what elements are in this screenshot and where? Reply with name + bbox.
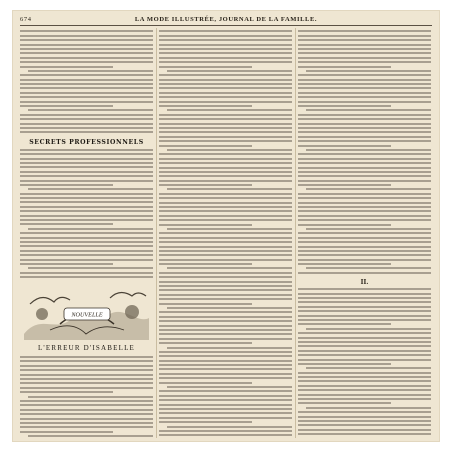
text-line (298, 250, 431, 252)
text-line (159, 263, 252, 265)
text-line (159, 210, 292, 212)
text-line (159, 202, 292, 204)
text-line (159, 404, 292, 406)
column-divider (295, 28, 296, 438)
text-line (20, 413, 153, 415)
text-line (306, 228, 431, 230)
text-line (298, 35, 431, 37)
text-line (298, 92, 431, 94)
text-line (298, 87, 431, 89)
text-line (159, 232, 292, 234)
text-line (20, 272, 153, 274)
text-line (159, 320, 292, 322)
text-line (20, 83, 153, 85)
text-line (159, 237, 292, 239)
text-line (298, 219, 431, 221)
text-line (20, 215, 153, 217)
text-line (306, 367, 431, 369)
column-1 (20, 28, 153, 438)
text-line (20, 409, 153, 411)
text-line (20, 96, 153, 98)
text-line (20, 237, 153, 239)
text-line (159, 180, 292, 182)
text-line (298, 272, 431, 274)
text-line (20, 241, 153, 243)
text-line (20, 391, 113, 393)
text-line (298, 114, 431, 116)
text-line (20, 219, 153, 221)
text-line (20, 197, 153, 199)
text-line (159, 92, 292, 94)
text-line (159, 316, 292, 318)
text-line (298, 118, 431, 120)
text-line (298, 259, 431, 261)
text-line (20, 123, 153, 125)
text-line (159, 377, 292, 379)
text-line (159, 408, 292, 410)
text-line (20, 61, 153, 63)
text-line (298, 337, 431, 339)
text-line (20, 201, 153, 203)
text-line (159, 342, 252, 344)
text-line (20, 44, 153, 46)
text-line (28, 267, 153, 269)
column-3 (298, 28, 431, 438)
text-line (20, 232, 153, 234)
text-line (298, 398, 431, 400)
text-line (28, 109, 153, 111)
text-line (20, 101, 153, 103)
text-line (20, 171, 153, 173)
text-line (20, 87, 153, 89)
text-line (159, 145, 252, 147)
text-line (298, 246, 431, 248)
text-line (298, 332, 431, 334)
text-line (298, 241, 431, 243)
text-line (159, 57, 292, 59)
text-block (159, 30, 292, 438)
text-line (298, 416, 431, 418)
text-line (298, 424, 431, 426)
story-title: L'ERREUR D'ISABELLE (37, 344, 136, 353)
text-line (298, 145, 391, 147)
text-line (298, 215, 431, 217)
text-line (159, 48, 292, 50)
text-line (159, 421, 252, 423)
text-line (298, 44, 431, 46)
text-line (159, 206, 292, 208)
text-line (159, 224, 252, 226)
text-line (20, 210, 153, 212)
text-line (20, 360, 153, 362)
text-line (298, 232, 431, 234)
text-line (159, 390, 292, 392)
text-line (159, 368, 292, 370)
text-line (298, 184, 391, 186)
text-line (298, 363, 391, 365)
text-line (298, 376, 431, 378)
text-line (28, 188, 153, 190)
text-line (159, 39, 292, 41)
text-line (298, 167, 431, 169)
column-divider (156, 28, 157, 438)
text-line (298, 254, 431, 256)
text-line (20, 158, 153, 160)
text-line (159, 241, 292, 243)
text-line (306, 188, 431, 190)
text-line (159, 294, 292, 296)
text-line (20, 66, 113, 68)
text-line (20, 400, 153, 402)
text-line (298, 153, 431, 155)
text-line (298, 175, 431, 177)
text-line (159, 83, 292, 85)
text-line (306, 267, 431, 269)
text-line (20, 374, 153, 376)
text-line (20, 276, 153, 278)
journal-title: LA MODE ILLUSTRÉE, JOURNAL DE LA FAMILLE. (134, 16, 318, 23)
text-block (20, 149, 153, 278)
text-line (298, 297, 431, 299)
text-line (306, 328, 431, 330)
text-line (298, 354, 431, 356)
text-line (20, 166, 153, 168)
text-line (20, 184, 113, 186)
text-line (298, 394, 431, 396)
text-line (20, 114, 153, 116)
text-line (159, 123, 292, 125)
text-line (159, 272, 292, 274)
text-line (298, 350, 431, 352)
text-line (298, 140, 431, 142)
text-line (20, 387, 153, 389)
text-line (159, 215, 292, 217)
text-line (298, 380, 431, 382)
text-line (298, 30, 431, 32)
text-line (159, 96, 292, 98)
text-line (20, 223, 113, 225)
text-line (20, 206, 153, 208)
text-line (20, 250, 153, 252)
text-line (298, 162, 431, 164)
page-number: 674 (20, 16, 32, 23)
text-line (20, 162, 153, 164)
text-line (298, 301, 431, 303)
text-line (159, 250, 292, 252)
text-line (20, 254, 153, 256)
text-line (20, 74, 153, 76)
text-line (20, 422, 153, 424)
banner-label: NOUVELLE (71, 311, 103, 319)
section-mark: II. (360, 278, 369, 286)
text-line (20, 118, 153, 120)
text-line (159, 118, 292, 120)
text-line (159, 254, 292, 256)
text-line (28, 435, 153, 437)
text-line (298, 39, 431, 41)
text-line (298, 359, 431, 361)
text-line (159, 289, 292, 291)
text-block (298, 30, 431, 273)
text-line (159, 399, 292, 401)
text-line (298, 52, 431, 54)
text-line (159, 355, 292, 357)
text-line (159, 184, 252, 186)
text-line (20, 149, 153, 151)
text-line (20, 35, 153, 37)
text-line (159, 333, 292, 335)
text-line (298, 83, 431, 85)
text-line (298, 202, 431, 204)
text-line (159, 430, 292, 432)
text-line (20, 39, 153, 41)
text-line (167, 109, 292, 111)
text-line (159, 325, 292, 327)
newspaper-page (12, 10, 440, 442)
text-line (298, 105, 391, 107)
text-line (159, 259, 292, 261)
text-line (159, 101, 292, 103)
text-line (20, 131, 153, 133)
text-line (298, 197, 431, 199)
text-line (20, 245, 153, 247)
text-line (298, 433, 431, 435)
text-line (20, 259, 153, 261)
text-line (20, 79, 153, 81)
text-line (298, 136, 431, 138)
text-line (20, 404, 153, 406)
story-illustration (20, 284, 153, 342)
text-line (20, 92, 153, 94)
text-line (159, 87, 292, 89)
text-line (298, 306, 431, 308)
text-line (159, 219, 292, 221)
text-line (28, 228, 153, 230)
text-line (298, 224, 391, 226)
text-line (20, 193, 153, 195)
text-block (20, 356, 153, 438)
text-line (159, 434, 292, 436)
text-line (159, 246, 292, 248)
text-block (298, 288, 431, 435)
text-line (159, 52, 292, 54)
text-line (20, 418, 153, 420)
text-line (298, 171, 431, 173)
text-line (20, 127, 153, 129)
text-line (159, 298, 292, 300)
text-line (298, 61, 431, 63)
header-rule (20, 25, 432, 26)
text-line (298, 96, 431, 98)
text-line (159, 66, 252, 68)
text-line (298, 206, 431, 208)
text-line (298, 79, 431, 81)
text-line (298, 48, 431, 50)
text-line (298, 310, 431, 312)
text-line (298, 319, 431, 321)
text-line (167, 149, 292, 151)
text-line (159, 303, 252, 305)
text-line (298, 420, 431, 422)
text-line (298, 341, 431, 343)
text-line (20, 369, 153, 371)
text-line (167, 426, 292, 428)
text-line (159, 175, 292, 177)
text-line (159, 35, 292, 37)
text-line (298, 131, 431, 133)
text-line (306, 70, 431, 72)
text-line (159, 153, 292, 155)
text-line (20, 263, 113, 265)
column-2 (159, 28, 292, 438)
text-line (298, 288, 431, 290)
text-line (298, 66, 391, 68)
text-line (159, 61, 292, 63)
text-line (159, 281, 292, 283)
text-line (20, 57, 153, 59)
text-block (20, 30, 153, 133)
text-line (159, 351, 292, 353)
text-line (306, 149, 431, 151)
text-line (298, 57, 431, 59)
text-line (159, 417, 292, 419)
text-line (159, 364, 292, 366)
text-line (20, 175, 153, 177)
text-line (20, 30, 153, 32)
text-line (167, 70, 292, 72)
text-line (298, 74, 431, 76)
text-line (159, 140, 292, 142)
text-line (167, 307, 292, 309)
text-line (159, 74, 292, 76)
text-line (298, 101, 431, 103)
text-line (159, 373, 292, 375)
text-line (298, 293, 431, 295)
text-line (159, 193, 292, 195)
text-line (159, 136, 292, 138)
text-line (159, 44, 292, 46)
text-line (298, 372, 431, 374)
text-line (159, 311, 292, 313)
text-line (20, 426, 153, 428)
text-line (159, 30, 292, 32)
text-line (159, 412, 292, 414)
text-line (159, 114, 292, 116)
text-line (159, 131, 292, 133)
text-line (167, 347, 292, 349)
text-line (159, 171, 292, 173)
text-line (20, 153, 153, 155)
text-line (20, 48, 153, 50)
text-line (159, 158, 292, 160)
text-line (20, 365, 153, 367)
text-line (20, 52, 153, 54)
text-line (20, 356, 153, 358)
text-line (298, 429, 431, 431)
text-line (298, 127, 431, 129)
text-line (20, 431, 113, 433)
text-line (159, 382, 252, 384)
text-line (159, 360, 292, 362)
text-line (298, 123, 431, 125)
text-line (167, 228, 292, 230)
text-line (298, 210, 431, 212)
text-line (298, 402, 391, 404)
text-line (159, 105, 252, 107)
text-line (298, 389, 431, 391)
text-line (159, 167, 292, 169)
text-line (159, 127, 292, 129)
text-line (298, 158, 431, 160)
text-line (298, 345, 431, 347)
text-line (306, 407, 431, 409)
text-line (28, 396, 153, 398)
text-line (298, 315, 431, 317)
text-line (20, 180, 153, 182)
text-line (28, 70, 153, 72)
text-line (159, 285, 292, 287)
text-line (298, 323, 391, 325)
text-line (159, 395, 292, 397)
text-line (298, 411, 431, 413)
text-line (159, 338, 292, 340)
text-line (298, 237, 431, 239)
text-line (167, 188, 292, 190)
text-line (159, 162, 292, 164)
text-line (306, 109, 431, 111)
text-line (159, 276, 292, 278)
text-line (298, 193, 431, 195)
text-line (298, 263, 391, 265)
text-line (167, 267, 292, 269)
text-line (159, 329, 292, 331)
text-line (159, 197, 292, 199)
text-line (159, 79, 292, 81)
section-title: SECRETS PROFESSIONNELS (29, 139, 144, 147)
text-line (20, 382, 153, 384)
text-line (167, 386, 292, 388)
text-line (298, 385, 431, 387)
text-line (298, 180, 431, 182)
text-line (20, 105, 113, 107)
text-line (20, 378, 153, 380)
